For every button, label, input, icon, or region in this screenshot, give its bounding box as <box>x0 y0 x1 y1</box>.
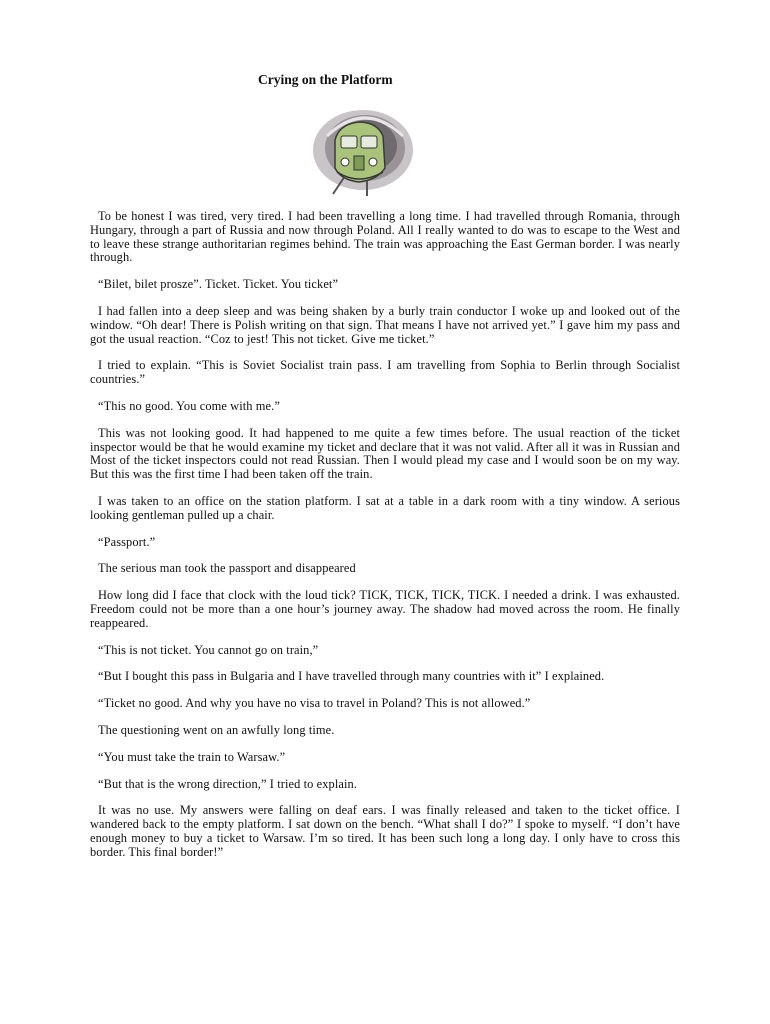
paragraph: This was not looking good. It had happened to me quite a few times before. The usual reaction of the ticket inspector would be that he would examine my ticket and declare that it was not valid. After all it was in Russian and Most of the ticket inspectors could not read Russian. Then I would plead my case and I would soon be on my way. But this was the first time I had been taken off the train. <box>90 425 680 482</box>
story-text <box>90 210 680 873</box>
paragraph: “This is not ticket. You cannot go on train,” <box>98 642 319 657</box>
paragraph: It was no use. My answers were falling on deaf ears. I was finally released and taken to the ticket office. I wandered back to the empty platform. I sat down on the bench. “What shall I do?” I spoke to myself. “I don’t have enough money to buy a ticket to Warsaw. I’m so tired. It has been such long a long day. I only have to cross this border. This final border!” <box>90 803 680 859</box>
paragraph: How long did I face that clock with the loud tick? TICK, TICK, TICK, TICK. I needed a drink. I was exhausted. Freedom could not be more than a one hour’s journey away. The shadow had moved across the room. He finally reappeared. <box>90 588 680 630</box>
paragraph: I tried to explain. “This is Soviet Socialist train pass. I am travelling from Sophia to Berlin through Socialist countries.” <box>90 358 680 387</box>
page-title: Crying on the Platform <box>258 72 393 87</box>
paragraph: “You must take the train to Warsaw.” <box>98 749 286 764</box>
paragraph: “But that is the wrong direction,” I tried to explain. <box>98 776 357 791</box>
paragraph: “Passport.” <box>98 534 156 549</box>
paragraph: I had fallen into a deep sleep and was being shaken by a burly train conductor I woke up and looked out of the window. “Oh dear! There is Polish writing on that sign. That means I have not arrived yet.” I gave him my pass and got the usual reaction. “Coz to jest! This not ticket. Give me ticket.” <box>90 303 680 346</box>
paragraph: The questioning went on an awfully long time. <box>98 722 335 737</box>
paragraph: I was taken to an office on the station platform. I sat at a table in a dark room with a tiny window. A serious looking gentleman pulled up a chair. <box>90 493 680 522</box>
paragraph: To be honest I was tired, very tired. I had been travelling a long time. I had travelled through Romania, through Hungary, through a part of Russia and now through Poland. All I really wanted to do was to escape to the West and to leave these strange authoritarian regimes behind. The train was approaching the East German border. I was nearly through. <box>90 209 680 265</box>
paragraph: The serious man took the passport and disappeared <box>98 561 356 576</box>
paragraph: “But I bought this pass in Bulgaria and I have travelled through many countries with it” I explained. <box>98 669 605 684</box>
paragraph: “Bilet, bilet prosze”. Ticket. Ticket. You ticket” <box>98 277 339 292</box>
paragraph: “Ticket no good. And why you have no visa to travel in Poland? This is not allowed.” <box>98 696 531 711</box>
paragraph: “This no good. You come with me.” <box>98 398 280 413</box>
train-tunnel-icon <box>305 106 413 198</box>
